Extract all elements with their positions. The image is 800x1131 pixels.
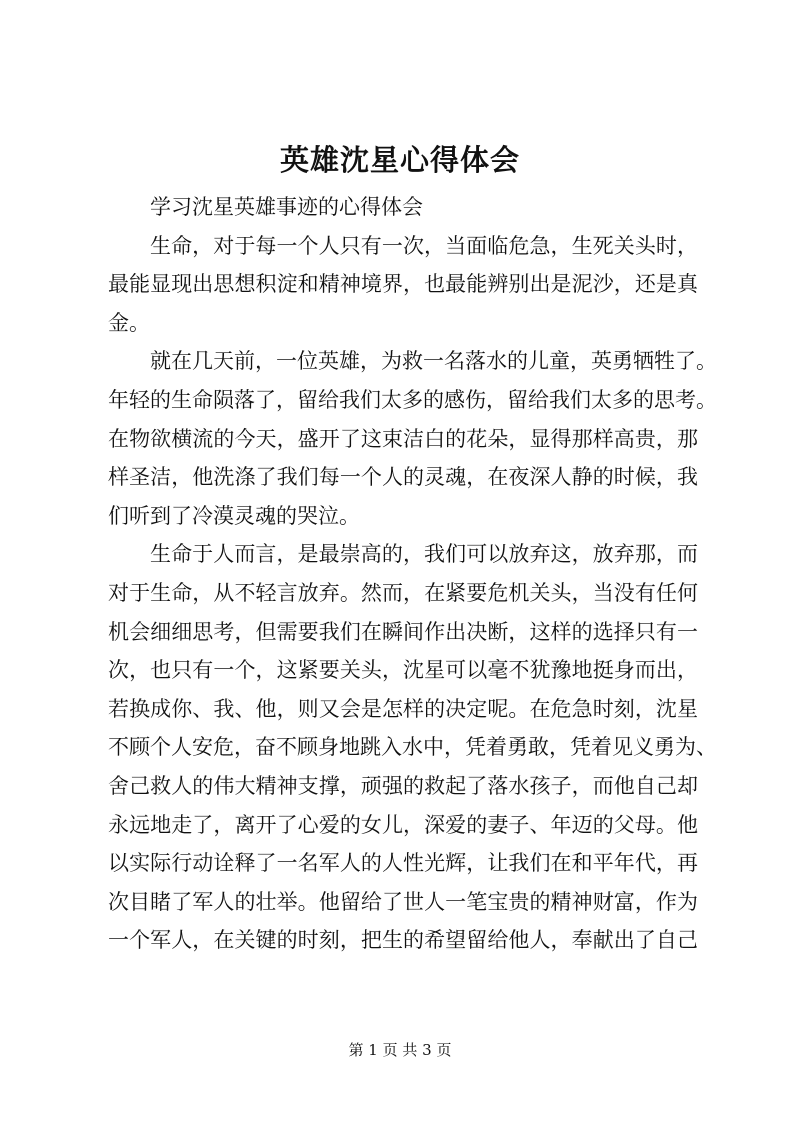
paragraph-3-line: 一个军人，在关键的时刻，把生的希望留给他人，奉献出了自己 [108, 928, 698, 953]
paragraph-3-line: 若换成你、我、他，则又会是怎样的决定呢。在危急时刻，沈星 [108, 696, 698, 721]
paragraph-3-line: 以实际行动诠释了一名军人的人性光辉，让我们在和平年代，再 [108, 851, 698, 876]
paragraph-3-line: 次，也只有一个，这紧要关头，沈星可以毫不犹豫地挺身而出， [108, 658, 698, 683]
paragraph-1-line: 生命，对于每一个人只有一次，当面临危急，生死关头时， [150, 233, 698, 258]
paragraph-1-line: 金。 [108, 310, 150, 335]
paragraph-3-line: 机会细细思考，但需要我们在瞬间作出决断，这样的选择只有一 [108, 619, 698, 644]
paragraph-2-line: 就在几天前，一位英雄，为救一名落水的儿童，英勇牺牲了。 [150, 349, 717, 374]
paragraph-3-line: 舍己救人的伟大精神支撑，顽强的救起了落水孩子，而他自己却 [108, 773, 698, 798]
page-number-footer: 第 1 页 共 3 页 [348, 1041, 452, 1059]
paragraph-1-line: 最能显现出思想积淀和精神境界，也最能辨别出是泥沙，还是真 [108, 272, 698, 297]
paragraph-2-line: 们听到了冷漠灵魂的哭泣。 [108, 503, 360, 528]
subtitle-line: 学习沈星英雄事迹的心得体会 [150, 195, 423, 219]
paragraph-3-line: 永远地走了，离开了心爱的女儿，深爱的妻子、年迈的父母。他 [108, 812, 698, 837]
document-body [108, 188, 717, 960]
paragraph-2-line: 样圣洁，他洗涤了我们每一个人的灵魂，在夜深人静的时候，我 [108, 465, 698, 490]
paragraph-3-line: 次目睹了军人的壮举。他留给了世人一笔宝贵的精神财富，作为 [108, 889, 698, 914]
paragraph-2-line: 在物欲横流的今天，盛开了这束洁白的花朵，显得那样高贵，那 [108, 426, 698, 451]
paragraph-3-line: 生命于人而言，是最崇高的，我们可以放弃这，放弃那，而 [150, 542, 698, 567]
document-title: 英雄沈星心得体会 [279, 143, 520, 177]
paragraph-3-line: 对于生命，从不轻言放弃。然而，在紧要危机关头，当没有任何 [108, 580, 698, 605]
paragraph-2-line: 年轻的生命陨落了，留给我们太多的感伤，留给我们太多的思考。 [108, 387, 717, 412]
paragraph-3-line: 不顾个人安危，奋不顾身地跳入水中，凭着勇敢，凭着见义勇为、 [108, 735, 717, 760]
